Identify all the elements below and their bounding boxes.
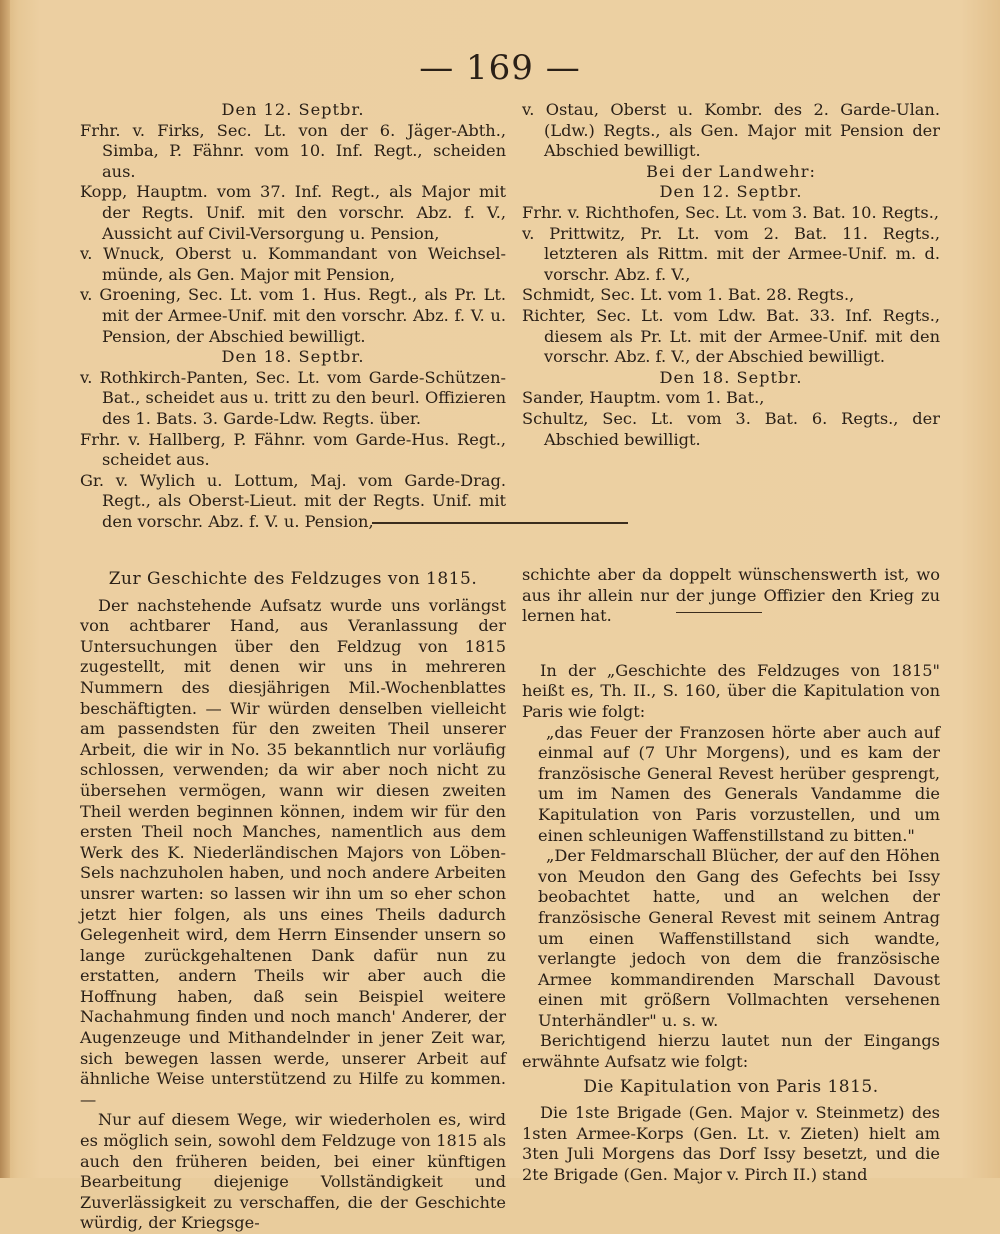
- list-item: Kopp, Hauptm. vom 37. Inf. Regt., als Major mit der Regts. Unif. mit den vorschr. Abz. f. V., Aussicht auf Civil-Versorgung u. Pension,: [80, 182, 506, 243]
- date-heading: Den 12. Septbr.: [221, 100, 365, 119]
- left-column-top: [80, 100, 506, 532]
- date-heading: Den 18. Septbr.: [659, 367, 803, 387]
- right-column-bottom: [522, 565, 940, 1186]
- list-item: v. Ostau, Oberst u. Kombr. des 2. Garde-Ulan. (Ldw.) Regts., als Gen. Major mit Pension der Abschied bewilligt.: [522, 100, 940, 161]
- section-heading: Die Kapitulation von Paris 1815.: [583, 1076, 879, 1097]
- section-heading: Bei der Landwehr:: [646, 161, 816, 181]
- list-item: Frhr. v. Richthofen, Sec. Lt. vom 3. Bat. 10. Regts.,: [522, 202, 939, 222]
- paragraph: In der „Geschichte des Feldzuges von 1815" heißt es, Th. II., S. 160, über die Kapitulation von Paris wie folgt:: [522, 660, 940, 721]
- list-item: Frhr. v. Firks, Sec. Lt. von der 6. Jäger-Abth., Simba, P. Fähnr. vom 10. Inf. Regt., scheiden aus.: [80, 120, 506, 181]
- paragraph: Nur auf diesem Wege, wir wiederholen es, wird es möglich sein, sowohl dem Feldzuge von 1815 als auch den früheren beiden, bei einer künftigen Bearbeitung diejenige Vollständigkeit und Zuverlässigkeit zu verschaffen, die der Geschichte würdig, der Kriegsge-: [80, 1110, 506, 1233]
- list-item: v. Prittwitz, Pr. Lt. vom 2. Bat. 11. Regts., letzteren als Rittm. mit der Armee-Unif. m. d. vorschr. Abz. f. V.,: [522, 223, 940, 284]
- quotation: „Der Feldmarschall Blücher, der auf den Höhen von Meudon den Gang des Gefechts bei Issy beobachtet hatte, und an welchen der französische General Revest mit seinem Antrag um einen Waffenstillstand sich wandte, verlangte jedoch von dem die französische Armee kommandirenden Marschall Davoust einen mit größern Vollmachten versehenen Unterhändler" u. s. w.: [538, 846, 940, 1030]
- quotation: „das Feuer der Franzosen hörte aber auch auf einmal auf (7 Uhr Morgens), und es kam der französische General Revest herüber gesprengt, um im Namen des Generals Vandamme die Kapitulation von Paris vorzustellen, und um einen schleunigen Waffenstillstand zu bitten.": [538, 722, 940, 845]
- binding-gutter: [0, 0, 10, 1178]
- short-divider: [676, 612, 762, 613]
- paragraph: Die 1ste Brigade (Gen. Major v. Steinmetz) des 1sten Armee-Korps (Gen. Lt. v. Zieten) hielt am 3ten Juli Morgens das Dorf Issy besetzt, und die 2te Brigade (Gen. Major v. Pirch II.) stand: [522, 1103, 940, 1185]
- list-item: Sander, Hauptm. vom 1. Bat.,: [522, 388, 765, 408]
- list-item: Schultz, Sec. Lt. vom 3. Bat. 6. Regts., der Abschied bewilligt.: [522, 408, 940, 449]
- list-item: v. Rothkirch-Panten, Sec. Lt. vom Garde-Schützen-Bat., scheidet aus u. tritt zu den beurl. Offizieren des 1. Bats. 3. Garde-Ldw. Regts. über.: [80, 367, 506, 428]
- paragraph: Berichtigend hierzu lautet nun der Eingangs erwähnte Aufsatz wie folgt:: [522, 1031, 940, 1072]
- list-item: v. Groening, Sec. Lt. vom 1. Hus. Regt., als Pr. Lt. mit der Armee-Unif. mit den vorschr. Abz. f. V. u. Pension, der Abschied bewilligt.: [80, 285, 506, 346]
- section-divider: [372, 522, 628, 524]
- left-column-bottom: [80, 565, 506, 1234]
- article-title: Zur Geschichte des Feldzuges von 1815.: [108, 569, 478, 589]
- paragraph: schichte aber da doppelt wünschenswerth ist, wo aus ihr allein nur der junge Offizier den Krieg zu lernen hat.: [522, 565, 940, 626]
- list-item: Richter, Sec. Lt. vom Ldw. Bat. 33. Inf. Regts., diesem als Pr. Lt. mit der Armee-Unif. mit den vorschr. Abz. f. V., der Abschied bewilligt.: [522, 305, 940, 367]
- list-item: Schmidt, Sec. Lt. vom 1. Bat. 28. Regts.,: [522, 285, 855, 305]
- paragraph: Der nachstehende Aufsatz wurde uns vorlängst von achtbarer Hand, aus Veranlassung der Untersuchungen über den Feldzug von 1815 zugestellt, mit denen wir uns in mehreren Nummern des diesjährigen Mil.-Wochenblattes beschäftigten. — Wir würden denselben vielleicht am passendsten für den zweiten Theil unserer Arbeit, die wir in No. 35 bekanntlich nur vorläufig schlossen, verwenden; da wir aber noch nicht zu übersehen vermögen, wann wir diesen zweiten Theil werden beginnen können, indem wir für den ersten Theil noch Manches, namentlich aus dem Werk des K. Niederländischen Majors von Löben-Sels nachzuholen haben, und noch andere Arbeiten unsrer warten: so lassen wir ihn um so eher schon jetzt hier folgen, als uns eines Theils dadurch Gelegenheit wird, dem Herrn Einsender unsern so lange zurückgehaltenen Dank dafür nun zu erstatten, andern Theils wir aber auch die Hoffnung haben, daß sein Beispiel weitere Nachahmung finden und noch manch' Anderer, der Augenzeuge und Mithandelnder in jener Zeit war, sich bewegen lassen werde, unserer Arbeit auf ähnliche Weise unterstützend zu Hilfe zu kommen. —: [80, 595, 506, 1109]
- date-heading: Den 18. Septbr.: [221, 347, 365, 367]
- list-item: v. Wnuck, Oberst u. Kommandant von Weichsel-münde, als Gen. Major mit Pension,: [80, 244, 506, 284]
- list-item: Frhr. v. Hallberg, P. Fähnr. vom Garde-Hus. Regt., scheidet aus.: [80, 429, 506, 470]
- right-column-top: [522, 100, 940, 450]
- page-number: — 169 —: [419, 48, 581, 88]
- spacer: [522, 627, 940, 661]
- list-item: Gr. v. Wylich u. Lottum, Maj. vom Garde-Drag. Regt., als Oberst-Lieut. mit der Regts. Unif. mit den vorschr. Abz. f. V. u. Pension,: [80, 470, 506, 531]
- date-heading: Den 12. Septbr.: [659, 182, 803, 202]
